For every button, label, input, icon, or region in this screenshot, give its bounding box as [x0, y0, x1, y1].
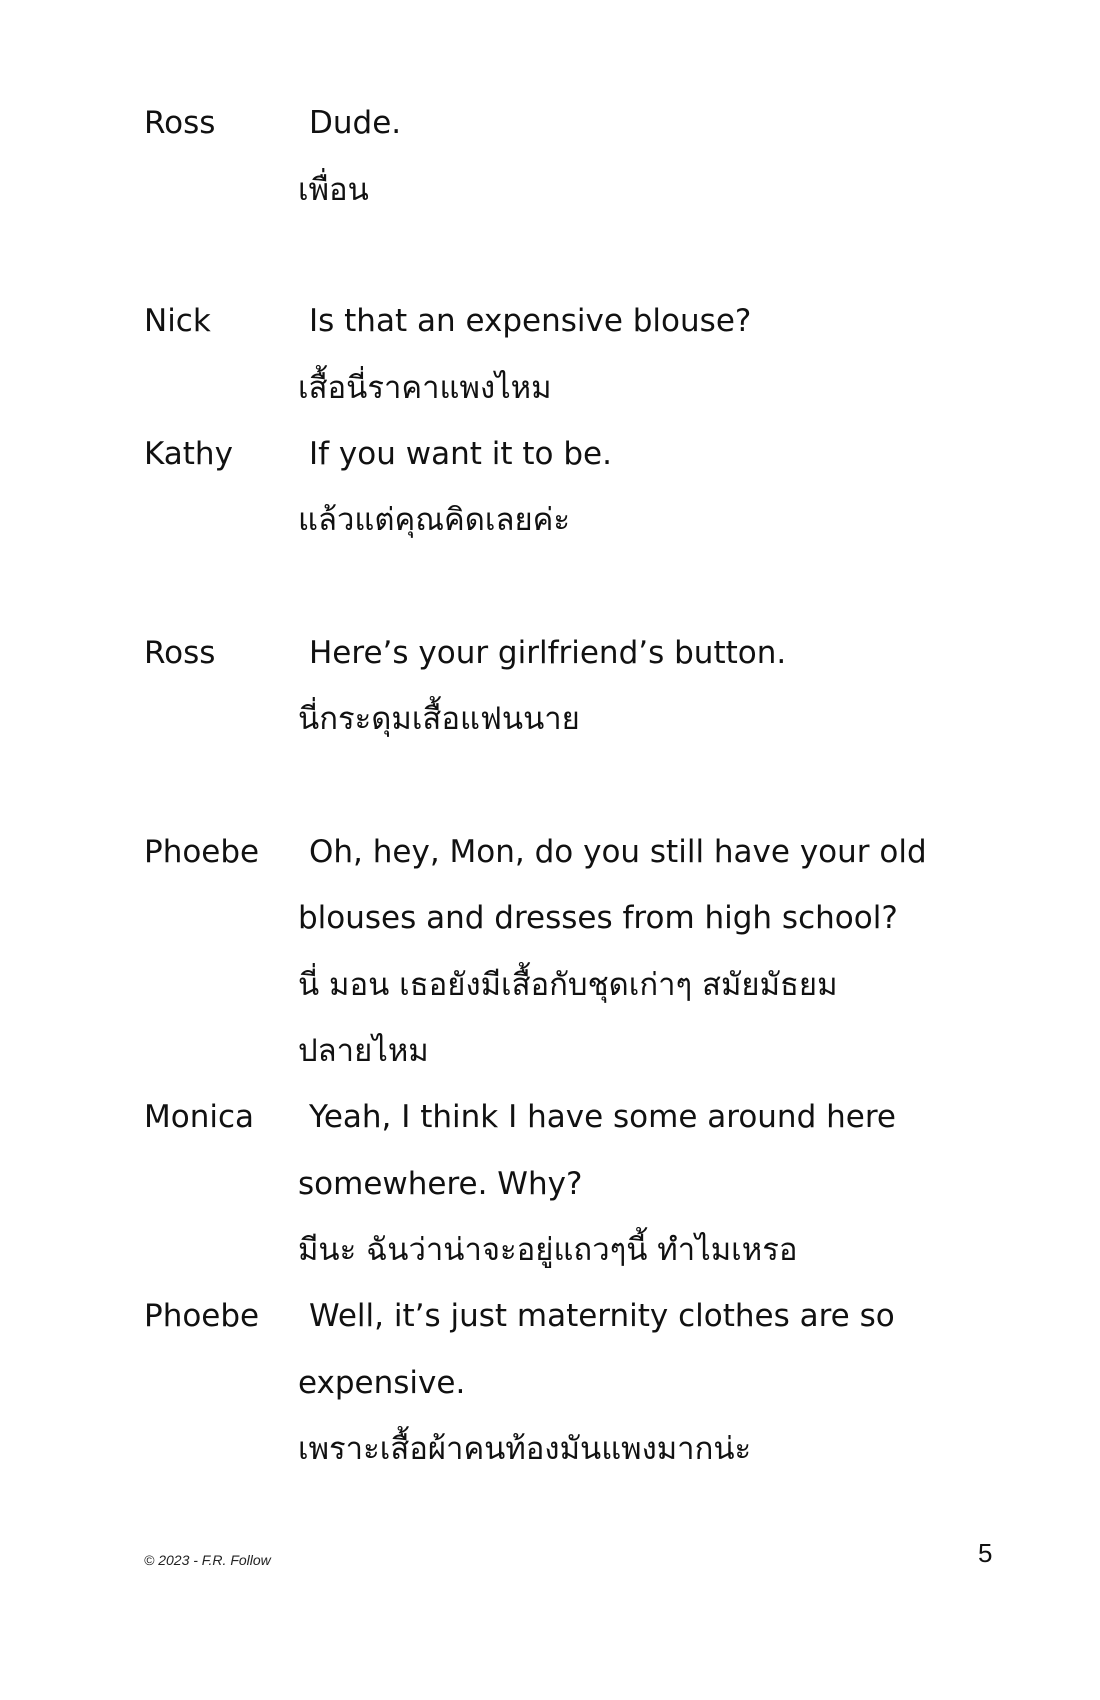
thai-line-continued: ปลายไหม — [298, 1033, 429, 1069]
english-line-continued: expensive. — [298, 1365, 466, 1401]
english-line: Is that an expensive blouse? — [309, 303, 752, 339]
copyright-footer: © 2023 - F.R. Follow — [144, 1552, 271, 1568]
english-line: Here’s your girlfriend’s button. — [309, 635, 787, 671]
thai-line: แล้วแต่คุณคิดเลยค่ะ — [298, 502, 571, 538]
english-line: Oh, hey, Mon, do you still have your old — [309, 834, 927, 870]
english-line: Yeah, I think I have some around here — [309, 1099, 896, 1135]
page-number: 5 — [978, 1538, 993, 1568]
english-line: If you want it to be. — [309, 436, 612, 472]
english-line: Dude. — [309, 105, 402, 141]
english-line-continued: blouses and dresses from high school? — [298, 900, 898, 936]
speaker-name: Ross — [144, 105, 216, 141]
thai-line: นี่ มอน เธอยังมีเสื้อกับชุดเก่าๆ สมัยมัธยม — [298, 967, 838, 1003]
speaker-name: Kathy — [144, 436, 233, 472]
thai-line: มีนะ ฉันว่าน่าจะอยู่แถวๆนี้ ทำไมเหรอ — [298, 1232, 798, 1268]
thai-line: เพราะเสื้อผ้าคนท้องมันแพงมากน่ะ — [298, 1431, 752, 1467]
thai-line: เสื้อนี่ราคาแพงไหม — [298, 370, 552, 406]
thai-line: เพื่อน — [298, 172, 369, 208]
english-line-continued: somewhere. Why? — [298, 1166, 583, 1202]
speaker-name: Nick — [144, 303, 211, 339]
speaker-name: Monica — [144, 1099, 255, 1135]
english-line: Well, it’s just maternity clothes are so — [309, 1298, 895, 1334]
speaker-name: Ross — [144, 635, 216, 671]
speaker-name: Phoebe — [144, 834, 260, 870]
speaker-name: Phoebe — [144, 1298, 260, 1334]
thai-line: นี่กระดุมเสื้อแฟนนาย — [298, 701, 580, 737]
